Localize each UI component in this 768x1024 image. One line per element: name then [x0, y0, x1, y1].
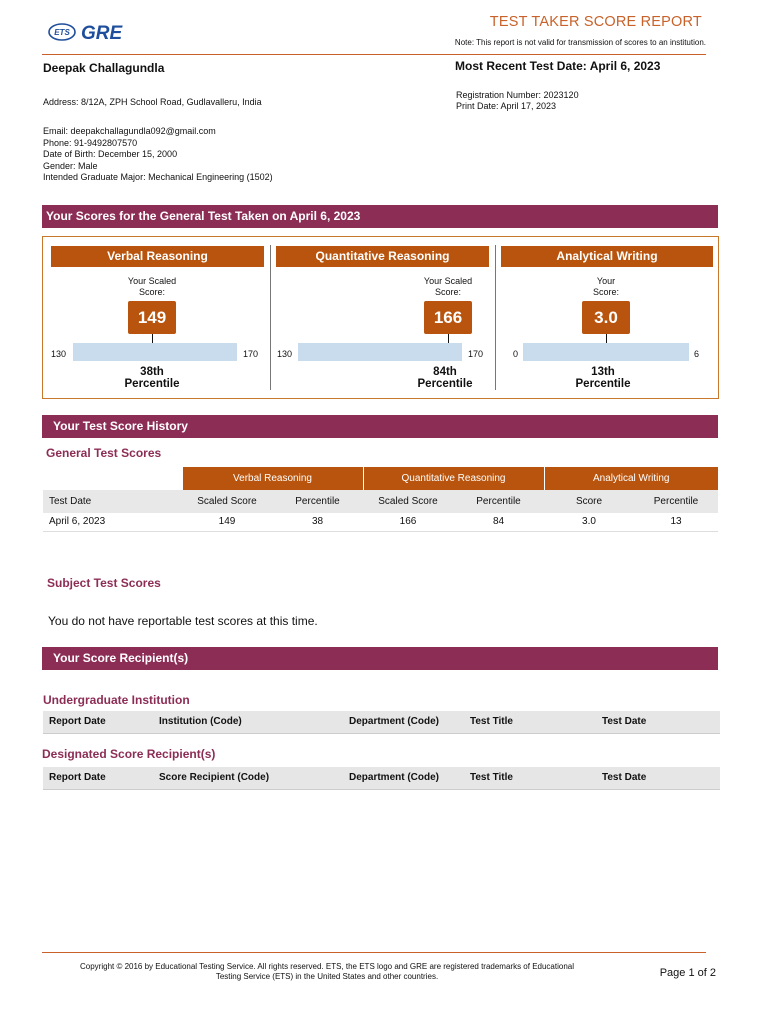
report-title: TEST TAKER SCORE REPORT	[489, 14, 702, 30]
column-header: Test Date	[602, 716, 647, 727]
verbal-heading: Verbal Reasoning	[51, 246, 264, 267]
column-header: Percentile	[272, 490, 363, 513]
history-section-title: Your Test Score History	[42, 415, 718, 438]
quant-label-line1: Your Scaled	[423, 276, 473, 286]
verbal-percentile-num: 38th	[140, 366, 164, 378]
verbal-label-line1: Your Scaled	[127, 276, 177, 286]
score-divider	[495, 245, 496, 390]
writing-heading: Analytical Writing	[501, 246, 713, 267]
quant-scaled-label	[398, 276, 498, 298]
writing-percentile-word: Percentile	[575, 378, 631, 390]
table-cell: 3.0	[544, 513, 634, 531]
table-cell: 38	[272, 513, 363, 531]
subject-test-heading: Subject Test Scores	[47, 576, 161, 590]
print-date: Print Date: April 17, 2023	[456, 101, 557, 111]
designated-heading: Designated Score Recipient(s)	[42, 747, 216, 761]
column-header: Report Date	[49, 716, 106, 727]
writing-label-line1: Your	[596, 276, 616, 286]
quant-label-line2: Score:	[434, 287, 461, 297]
table-group-blank	[43, 467, 182, 490]
ets-logo-icon	[48, 20, 132, 44]
verbal-score: 149	[128, 301, 176, 334]
column-header: Test Title	[470, 772, 513, 783]
footer-divider	[42, 952, 706, 953]
quant-percentile-word: Percentile	[417, 378, 473, 390]
date-of-birth: Date of Birth: December 15, 2000	[43, 149, 178, 159]
verbal-scale-max: 170	[243, 349, 259, 359]
recipients-section-title: Your Score Recipient(s)	[42, 647, 718, 670]
address: Address: 8/12A, ZPH School Road, Gudlavalleru, India	[43, 97, 262, 107]
undergrad-heading: Undergraduate Institution	[43, 693, 190, 707]
header-divider	[42, 54, 706, 55]
group-verbal: Verbal Reasoning	[182, 467, 363, 490]
writing-scale-max: 6	[694, 349, 700, 359]
table-cell: 166	[363, 513, 453, 531]
column-header: Scaled Score	[182, 490, 272, 513]
column-header: Department (Code)	[349, 772, 440, 783]
writing-percentile	[553, 366, 653, 390]
copyright-line2: Testing Service (ETS) in the United States and other countries.	[215, 972, 439, 981]
column-header: Test Date	[602, 772, 647, 783]
column-header: Score	[544, 490, 634, 513]
page-number: Page 1 of 2	[659, 967, 716, 979]
quant-percentile-num: 84th	[433, 366, 457, 378]
test-taker-name: Deepak Challagundla	[43, 61, 165, 75]
table-cell: 149	[182, 513, 272, 531]
writing-scaled-label	[556, 276, 656, 298]
column-header: Percentile	[634, 490, 718, 513]
no-subject-scores-message: You do not have reportable test scores at this time.	[48, 614, 318, 628]
writing-score: 3.0	[582, 301, 630, 334]
quant-heading: Quantitative Reasoning	[276, 246, 489, 267]
report-note: Note: This report is not valid for transmission of scores to an institution.	[454, 38, 706, 47]
scores-section-title: Your Scores for the General Test Taken on April 6, 2023	[42, 205, 718, 228]
verbal-scale-bar	[73, 343, 237, 361]
column-header: Report Date	[49, 772, 106, 783]
column-header: Institution (Code)	[159, 716, 242, 727]
verbal-percentile-word: Percentile	[124, 378, 180, 390]
writing-scale-min: 0	[513, 349, 519, 359]
most-recent-test-date: Most Recent Test Date: April 6, 2023	[455, 59, 661, 73]
registration-number: Registration Number: 2023120	[456, 90, 579, 100]
quant-scale-min: 130	[277, 349, 293, 359]
column-header: Test Title	[470, 716, 513, 727]
intended-major: Intended Graduate Major: Mechanical Engineering (1502)	[43, 172, 273, 182]
score-divider	[270, 245, 271, 390]
gender: Gender: Male	[43, 160, 98, 171]
table-cell: 13	[634, 513, 718, 531]
table-cell: 84	[453, 513, 544, 531]
score-history-table	[43, 467, 718, 532]
copyright-line1: Copyright © 2016 by Educational Testing Service. All rights reserved. ETS, the ETS logo and GRE are registered trademarks of Educational	[80, 962, 574, 971]
table-row	[43, 513, 718, 531]
writing-label-line2: Score:	[592, 287, 619, 297]
column-header: Scaled Score	[363, 490, 453, 513]
quant-percentile	[395, 366, 495, 390]
writing-percentile-num: 13th	[591, 366, 615, 378]
email: Email: deepakchallagundla092@gmail.com	[43, 126, 216, 136]
table-cell: April 6, 2023	[43, 513, 182, 531]
logo-gre-text: GRE	[81, 23, 123, 44]
copyright	[52, 962, 602, 982]
quant-score: 166	[424, 301, 472, 334]
verbal-scaled-label	[102, 276, 202, 298]
gre-logo	[48, 20, 132, 44]
undergrad-header-row	[43, 711, 720, 734]
column-header: Test Date	[43, 490, 182, 513]
verbal-label-line2: Score:	[138, 287, 165, 297]
column-header: Department (Code)	[349, 716, 440, 727]
quant-scale-bar	[298, 343, 462, 361]
registration-block	[456, 90, 579, 112]
designated-header-row	[43, 767, 720, 790]
column-header: Percentile	[453, 490, 544, 513]
writing-scale-bar	[523, 343, 689, 361]
group-quant: Quantitative Reasoning	[363, 467, 544, 490]
verbal-scale-min: 130	[51, 349, 67, 359]
logo-badge-text: ETS	[54, 28, 70, 37]
general-test-heading: General Test Scores	[46, 446, 162, 460]
verbal-percentile	[102, 366, 202, 390]
contact-block	[43, 126, 273, 184]
column-header: Score Recipient (Code)	[159, 772, 270, 783]
phone: Phone: 91-9492807570	[43, 137, 138, 148]
group-writing: Analytical Writing	[544, 467, 718, 490]
quant-scale-max: 170	[468, 349, 484, 359]
